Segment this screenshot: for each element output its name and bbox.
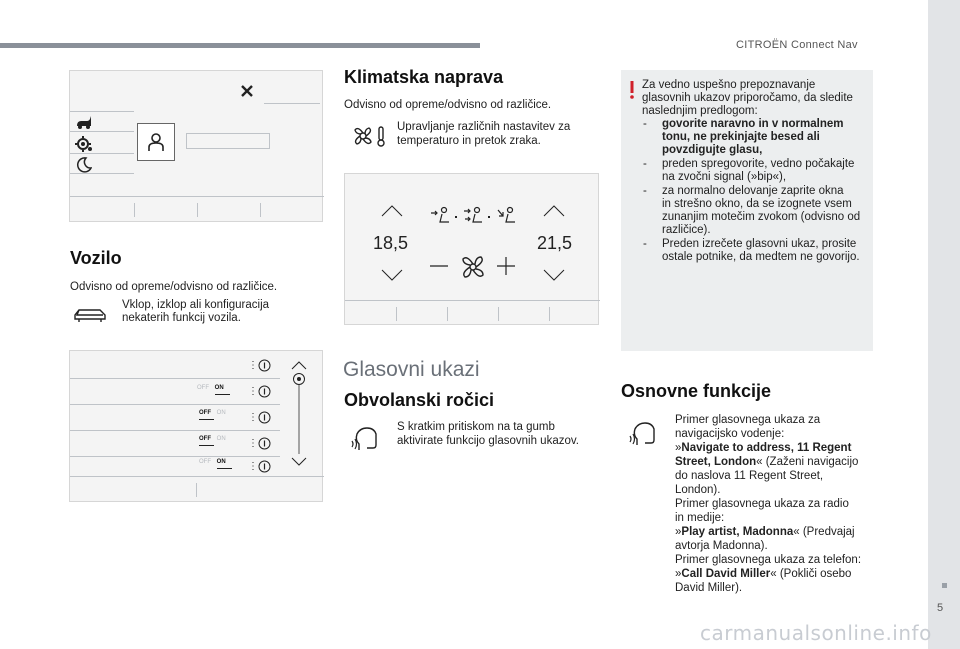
divider — [70, 173, 134, 174]
bullet-dash: - — [643, 238, 647, 250]
tab-divider — [197, 203, 198, 217]
command-translation: « (Predvajaj — [793, 526, 855, 538]
toggle-off-label: OFF — [199, 410, 211, 416]
example-line: in medije: — [675, 512, 725, 524]
toggle-off-label: OFF — [197, 385, 209, 391]
fan-icon — [458, 252, 488, 282]
vehicle-settings-icon — [75, 114, 93, 130]
scroll-up-chevron-icon[interactable] — [291, 361, 307, 370]
divider — [70, 378, 280, 379]
example-command-line — [675, 526, 855, 540]
voice-command-icon — [628, 420, 656, 448]
basic-functions-heading: Osnovne funkcije — [621, 381, 772, 401]
toggle-on-label: ON — [216, 459, 226, 465]
warning-intro-line: glasovnih ukazov priporočamo, da sledite — [642, 92, 853, 104]
toggle-switch[interactable] — [197, 385, 224, 391]
example-line: avtorja Madonna). — [675, 540, 768, 552]
temp-right-up-chevron-icon[interactable] — [543, 205, 565, 217]
bullet-line: zunanjim motečim zvokom (odvisno od — [662, 211, 861, 223]
divider — [70, 456, 280, 457]
page-number: 5 — [937, 602, 944, 614]
climate-item-line: temperaturo in pretok zraka. — [397, 135, 541, 147]
tab-divider — [260, 203, 261, 217]
fan-decrease-icon[interactable] — [430, 264, 448, 268]
example-line: David Miller). — [675, 582, 743, 594]
toggle-underline — [199, 445, 214, 446]
bullet-line: Preden izrečete glasovni ukaz, prosite — [662, 238, 857, 250]
open-quote: » — [675, 442, 682, 454]
bullet-line: različice). — [662, 224, 711, 236]
toggle-off-label: OFF — [199, 436, 211, 442]
example-command-line — [675, 442, 851, 456]
vehicle-intro: Odvisno od opreme/odvisno od različice. — [70, 281, 278, 293]
voice-text-line: S kratkim pritiskom na ta gumb — [397, 421, 555, 433]
command-translation: « (Zaženi navigacijo — [756, 456, 859, 468]
tab-divider — [549, 307, 550, 321]
example-line: Primer glasovnega ukaza za — [675, 414, 821, 426]
climate-screen — [344, 173, 599, 325]
row-menu-icon[interactable]: ⋮ — [248, 386, 258, 397]
bullet-line: govorite naravno in v normalnem — [662, 118, 844, 130]
vehicle-heading: Vozilo — [70, 248, 122, 268]
bullet-dash: - — [643, 118, 647, 130]
toggle-underline — [199, 419, 214, 420]
vehicle-item-line: nekaterih funkcij vozila. — [122, 312, 241, 324]
climate-fan-temperature-icon — [352, 125, 390, 147]
header-bar — [0, 43, 480, 48]
command-text: Street, London — [675, 456, 757, 468]
toggle-off-label: OFF — [199, 459, 211, 465]
fan-increase-icon[interactable] — [497, 257, 515, 275]
divider — [70, 196, 324, 197]
toggle-switch[interactable] — [199, 410, 226, 416]
air-distribution-face-icon[interactable] — [429, 206, 451, 224]
tab-divider — [134, 203, 135, 217]
page-marker — [942, 583, 947, 588]
example-line: London). — [675, 484, 721, 496]
row-menu-icon[interactable]: ⋮ — [248, 412, 258, 423]
bullet-line: na zvočni signal (»bip«), — [662, 171, 787, 183]
temperature-left: 18,5 — [373, 233, 409, 253]
profile-field — [186, 133, 270, 149]
info-icon[interactable] — [258, 385, 271, 398]
command-text: Navigate to address, 11 Regent — [681, 442, 852, 454]
profile-button[interactable] — [137, 123, 175, 161]
brand-label: CITROËN Connect Nav — [736, 39, 858, 51]
climate-intro: Odvisno od opreme/odvisno od različice. — [344, 99, 552, 111]
profile-icon — [147, 132, 165, 152]
warning-icon — [628, 80, 636, 100]
watermark: carmanualsonline.info — [700, 621, 932, 645]
side-strip — [928, 0, 960, 649]
scroll-down-chevron-icon[interactable] — [291, 457, 307, 466]
toggle-on-label: ON — [216, 410, 226, 416]
separator-dot — [455, 216, 457, 218]
bullet-line: ostale potnike, da medtem ne govorijo. — [662, 251, 860, 263]
info-icon[interactable] — [258, 411, 271, 424]
warning-box — [621, 70, 873, 351]
command-text: Call David Miller — [681, 568, 771, 580]
row-menu-icon[interactable]: ⋮ — [248, 360, 258, 371]
divider — [70, 111, 134, 112]
info-icon[interactable] — [258, 437, 271, 450]
example-line: Primer glasovnega ukaza za radio — [675, 498, 849, 510]
toggle-on-label: ON — [216, 436, 226, 442]
divider — [70, 476, 324, 477]
toggle-underline — [215, 394, 230, 395]
voice-text-line: aktivirate funkcijo glasovnih ukazov. — [397, 435, 579, 447]
warning-intro-line: naslednjim predlogom: — [642, 105, 758, 117]
toggle-underline — [217, 468, 232, 469]
bullet-line: povzdigujte glasu, — [662, 144, 763, 156]
bullet-dash: - — [643, 158, 647, 170]
row-menu-icon[interactable]: ⋮ — [248, 438, 258, 449]
info-icon[interactable] — [258, 359, 271, 372]
example-command-line — [675, 456, 858, 470]
divider — [70, 430, 280, 431]
command-text: Play artist, Madonna — [681, 526, 794, 538]
warning-intro-line: Za vedno uspešno prepoznavanje — [642, 79, 816, 91]
vehicle-settings-screen — [69, 70, 323, 222]
example-command-line — [675, 568, 851, 582]
close-icon — [240, 84, 254, 98]
divider — [345, 300, 600, 301]
air-distribution-face-feet-icon[interactable] — [462, 206, 484, 224]
car-icon — [73, 306, 107, 324]
temp-right-down-chevron-icon[interactable] — [543, 269, 565, 281]
vehicle-functions-screen — [69, 350, 323, 502]
scrollbar[interactable] — [292, 372, 306, 456]
temp-left-down-chevron-icon[interactable] — [381, 269, 403, 281]
bullet-line: za normalno delovanje zaprite okna — [662, 185, 844, 197]
tab-divider — [196, 483, 197, 497]
temperature-right: 21,5 — [537, 233, 573, 253]
divider — [264, 103, 320, 104]
bullet-line: preden spregovorite, vedno počakajte — [662, 158, 855, 170]
example-line: Primer glasovnega ukaza za telefon: — [675, 554, 862, 566]
divider — [70, 131, 134, 132]
bullet-dash: - — [643, 185, 647, 197]
info-icon[interactable] — [258, 460, 271, 473]
open-quote: » — [675, 568, 682, 580]
toggle-on-label: ON — [214, 385, 224, 391]
example-line: navigacijsko vodenje: — [675, 428, 785, 440]
toggle-switch[interactable] — [199, 459, 226, 465]
toggle-switch[interactable] — [199, 436, 226, 442]
voice-command-icon — [350, 425, 378, 453]
command-translation: « (Pokliči osebo — [770, 568, 852, 580]
settings-gear-icon — [74, 135, 94, 153]
tab-divider — [498, 307, 499, 321]
separator-dot — [488, 216, 490, 218]
divider — [70, 153, 134, 154]
tab-divider — [396, 307, 397, 321]
row-menu-icon[interactable]: ⋮ — [248, 461, 258, 472]
example-line: do naslova 11 Regent Street, — [675, 470, 824, 482]
divider — [70, 404, 280, 405]
climate-item-line: Upravljanje različnih nastavitev za — [397, 121, 571, 133]
open-quote: » — [675, 526, 682, 538]
vehicle-item-line: Vklop, izklop ali konfiguracija — [122, 299, 270, 311]
night-mode-icon — [76, 157, 92, 173]
temp-left-up-chevron-icon[interactable] — [381, 205, 403, 217]
air-distribution-feet-icon[interactable] — [495, 206, 517, 224]
bullet-line: tonu, ne prekinjajte besed ali — [662, 131, 820, 143]
tab-divider — [447, 307, 448, 321]
bullet-line: in strešno okno, da se izognete vsem — [662, 198, 852, 210]
voice-heading: Glasovni ukazi — [343, 358, 480, 381]
climate-heading: Klimatska naprava — [344, 67, 504, 87]
steering-controls-heading: Obvolanski ročici — [344, 390, 495, 410]
